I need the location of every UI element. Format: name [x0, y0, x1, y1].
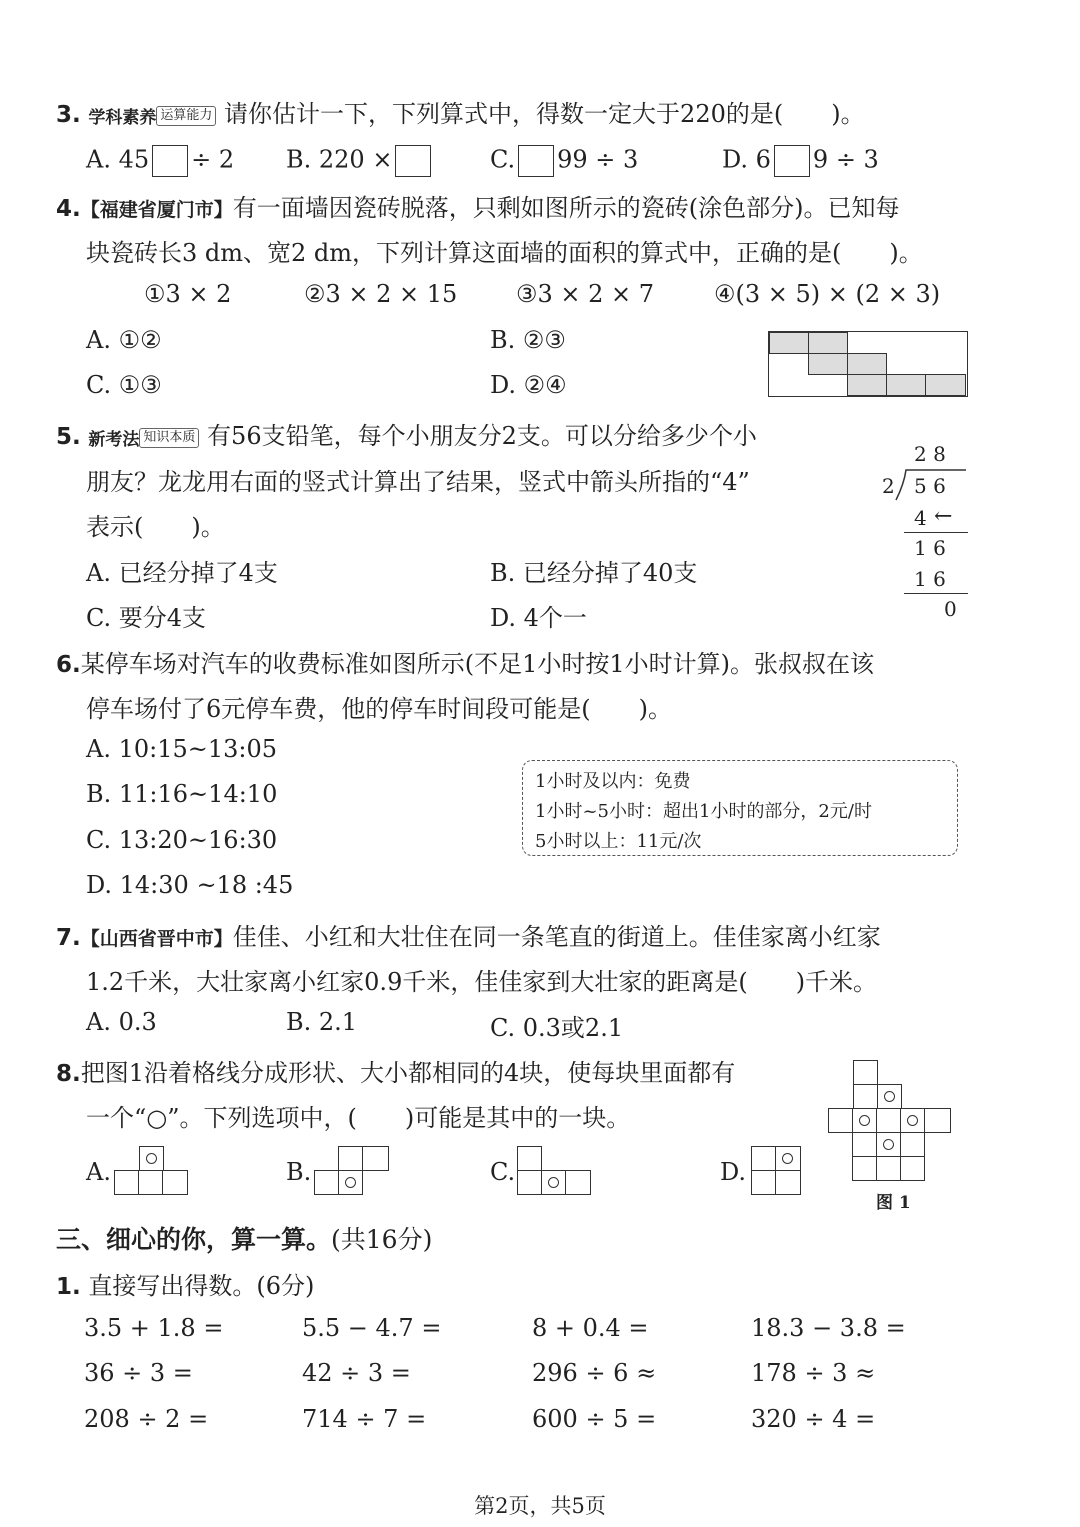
tag-sub-label: 知识本质 — [139, 428, 199, 448]
tile — [769, 332, 809, 354]
option-text: ÷ 2 — [191, 145, 235, 174]
q3-stem-line — [56, 94, 865, 129]
q4-expr-4: ④(3 × 5) × (2 × 3) — [714, 280, 941, 308]
tile — [808, 332, 848, 354]
q5-option-a: A. 已经分掉了4支 — [86, 559, 278, 587]
calc-item: 18.3 − 3.8 = — [751, 1314, 906, 1342]
wall-tile-figure — [768, 331, 968, 397]
q8-option-a-label: A. — [86, 1158, 111, 1186]
question-number: 5. — [56, 424, 81, 450]
q8-option-d-label: D. — [720, 1158, 747, 1186]
q3-option-a — [86, 145, 234, 177]
remainder: 0 — [944, 597, 957, 621]
option-text: C. — [490, 145, 516, 174]
grid-cell — [751, 1170, 776, 1195]
tile — [886, 374, 926, 396]
blank-box — [774, 145, 810, 177]
q4-option-a: A. ①② — [86, 326, 162, 354]
circle-icon — [883, 1139, 894, 1150]
grid-cell — [853, 1084, 878, 1109]
divisor: 2 — [882, 474, 895, 498]
circle-icon — [345, 1177, 356, 1188]
section-3-heading — [56, 1220, 432, 1256]
tile — [847, 353, 887, 375]
tile — [847, 374, 887, 396]
tag-label: 新考法 — [88, 430, 140, 450]
grid-cell — [138, 1170, 163, 1195]
section-3-q1 — [56, 1266, 314, 1301]
question-number: 3. — [56, 102, 81, 128]
tile — [808, 353, 848, 375]
grid-cell — [853, 1060, 878, 1085]
calc-item: 8 + 0.4 = — [532, 1314, 649, 1342]
q5-stem-line3: 表示( )。 — [86, 513, 225, 541]
q3-option-c — [490, 145, 638, 177]
subtract-step: 4 — [914, 506, 927, 530]
q6-option-a: A. 10:15~13:05 — [86, 735, 278, 763]
calc-item: 36 ÷ 3 = — [84, 1359, 193, 1387]
question-text: 佳佳、小红和大壮住在同一条笔直的街道上。佳佳家离小红家 — [232, 923, 881, 951]
subtract-step: 1 6 — [914, 567, 946, 591]
question-number: 8. — [56, 1061, 81, 1087]
q4-stem-line1 — [56, 188, 900, 223]
grid-cell — [852, 1132, 877, 1157]
grid-cell — [924, 1108, 951, 1133]
q3-option-d — [722, 145, 879, 177]
q7-option-b: B. 2.1 — [286, 1008, 358, 1036]
calc-item: 296 ÷ 6 ≈ — [532, 1359, 657, 1387]
q5-option-b: B. 已经分掉了40支 — [490, 559, 698, 587]
grid-cell — [900, 1156, 925, 1181]
question-number: 7. — [56, 925, 81, 951]
calc-item: 208 ÷ 2 = — [84, 1405, 209, 1433]
q7-option-c: C. 0.3或2.1 — [490, 1014, 624, 1042]
grid-cell — [362, 1146, 389, 1171]
q7-option-a: A. 0.3 — [86, 1008, 157, 1036]
option-text: B. 220 × — [286, 145, 393, 174]
q7-stem-line1 — [56, 917, 881, 952]
q8-stem-line2: 一个“○”。下列选项中，( )可能是其中的一块。 — [86, 1104, 631, 1132]
arrow-left-icon: ← — [934, 504, 953, 529]
calc-item: 178 ÷ 3 ≈ — [751, 1359, 876, 1387]
tag-label: 学科素养 — [88, 108, 157, 128]
circle-icon — [907, 1115, 918, 1126]
q7-stem-line2: 1.2千米，大壮家离小红家0.9千米，佳佳家到大壮家的距离是( )千米。 — [86, 968, 878, 996]
grid-cell — [565, 1170, 591, 1195]
q4-expr-2: ②3 × 2 × 15 — [304, 280, 458, 308]
grid-cell — [338, 1146, 363, 1171]
grid-cell — [900, 1132, 925, 1157]
option-text: A. 45 — [86, 145, 150, 174]
section-title: 三、细心的你，算一算。 — [56, 1225, 332, 1254]
blank-box — [152, 145, 188, 177]
question-text: 有一面墙因瓷砖脱落，只剩如图所示的瓷砖(涂色部分)。已知每 — [232, 194, 900, 222]
question-number: 4. — [56, 196, 81, 222]
q4-option-c: C. ①③ — [86, 371, 162, 399]
fee-rule: 1小时及以内：免费 — [535, 771, 691, 792]
remainder-step: 1 6 — [914, 536, 946, 560]
q5-stem-line2: 朋友？龙龙用右面的竖式计算出了结果，竖式中箭头所指的“4” — [86, 468, 750, 496]
quotient: 2 8 — [914, 442, 946, 466]
calc-item: 714 ÷ 7 = — [302, 1405, 427, 1433]
q8-option-b-label: B. — [286, 1158, 312, 1186]
blank-box — [518, 145, 554, 177]
grid-cell — [852, 1156, 877, 1181]
blank-box — [395, 145, 431, 177]
calc-item: 5.5 − 4.7 = — [302, 1314, 442, 1342]
grid-cell — [775, 1170, 801, 1195]
q4-expr-1: ①3 × 2 — [144, 280, 232, 308]
question-text: 请你估计一下，下列算式中，得数一定大于220的是( )。 — [224, 100, 865, 128]
circle-icon — [884, 1091, 895, 1102]
q6-stem-line2: 停车场付了6元停车费，他的停车时间段可能是( )。 — [86, 695, 672, 723]
circle-icon — [859, 1115, 870, 1126]
circle-icon — [782, 1153, 793, 1164]
q4-option-b: B. ②③ — [490, 326, 566, 354]
q6-stem-line1 — [56, 644, 874, 679]
q8-stem-line1 — [56, 1053, 735, 1088]
q6-option-c: C. 13:20~16:30 — [86, 826, 278, 854]
option-text: D. 6 — [722, 145, 771, 174]
q4-stem-line2: 块瓷砖长3 dm、宽2 dm，下列计算这面墙的面积的算式中，正确的是( )。 — [86, 239, 923, 267]
question-text: 某停车场对汽车的收费标准如图所示(不足1小时按1小时计算)。张叔叔在该 — [80, 650, 875, 678]
figure-label: 图 1 — [876, 1193, 911, 1213]
grid-cell — [314, 1170, 339, 1195]
question-text: 把图1沿着格线分成形状、大小都相同的4块，使每块里面都有 — [80, 1059, 736, 1087]
long-division-figure — [880, 440, 980, 630]
q8-option-c-label: C. — [490, 1158, 516, 1186]
division-line — [904, 593, 968, 594]
calc-item: 3.5 + 1.8 = — [84, 1314, 224, 1342]
q4-option-d: D. ②④ — [490, 371, 567, 399]
grid-cell — [114, 1170, 139, 1195]
grid-cell — [517, 1146, 542, 1171]
division-line — [904, 532, 968, 533]
q4-expr-3: ③3 × 2 × 7 — [516, 280, 655, 308]
circle-icon — [548, 1177, 559, 1188]
q3-option-b — [286, 145, 434, 177]
calc-item: 320 ÷ 4 = — [751, 1405, 876, 1433]
q5-stem-line1 — [56, 416, 757, 451]
q6-option-d: D. 14:30 ~18 :45 — [86, 871, 294, 899]
fee-rule: 1小时~5小时：超出1小时的部分，2元/时 — [535, 801, 872, 822]
region-tag: 【山西省晋中市】 — [80, 928, 233, 950]
question-number: 6. — [56, 652, 81, 678]
fee-rule: 5小时以上：11元/次 — [535, 831, 702, 852]
question-text: 有56支铅笔，每个小朋友分2支。可以分给多少个小 — [207, 422, 757, 450]
grid-cell — [751, 1146, 776, 1171]
calc-item: 600 ÷ 5 = — [532, 1405, 657, 1433]
q5-option-c: C. 要分4支 — [86, 604, 207, 632]
question-text: 直接写出得数。(6分) — [88, 1272, 315, 1300]
grid-cell — [828, 1108, 853, 1133]
parking-fee-box — [522, 760, 958, 856]
grid-cell — [876, 1156, 901, 1181]
section-score: (共16分) — [331, 1225, 433, 1254]
circle-icon — [146, 1153, 157, 1164]
grid-cell — [517, 1170, 542, 1195]
page-footer: 第2页，共5页 — [474, 1494, 606, 1518]
option-text: 9 ÷ 3 — [812, 145, 879, 174]
question-number: 1. — [56, 1274, 81, 1300]
option-text: 99 ÷ 3 — [557, 145, 639, 174]
region-tag: 【福建省厦门市】 — [80, 199, 233, 221]
q5-option-d: D. 4个一 — [490, 604, 587, 632]
dividend: 5 6 — [914, 474, 946, 498]
tag-sub-label: 运算能力 — [156, 106, 216, 126]
tile — [925, 374, 966, 396]
grid-cell — [876, 1108, 901, 1133]
grid-cell — [162, 1170, 188, 1195]
calc-item: 42 ÷ 3 = — [302, 1359, 411, 1387]
q6-option-b: B. 11:16~14:10 — [86, 780, 278, 808]
